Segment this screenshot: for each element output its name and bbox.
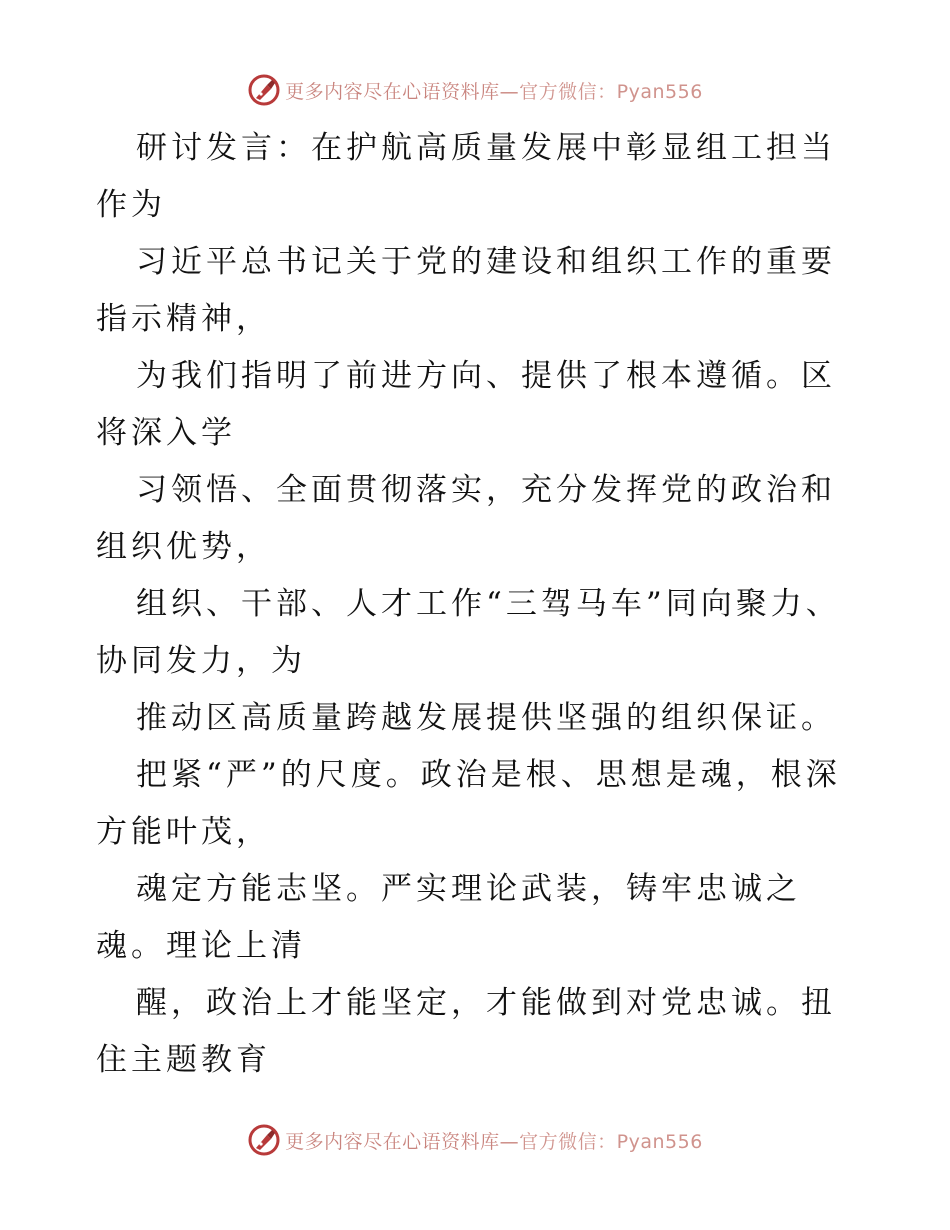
- footer-banner: [0, 1120, 950, 1160]
- paragraph: 魂定方能志坚。严实理论武装，铸牢忠诚之魂。理论上清: [96, 871, 801, 964]
- paragraph: 为我们指明了前进方向、提供了根本遵循。区将深入学: [96, 358, 836, 451]
- paragraph: 把紧“严”的尺度。政治是根、思想是魂，根深方能叶茂，: [96, 757, 841, 850]
- paragraph: 醒，政治上才能坚定，才能做到对党忠诚。扭住主题教育: [96, 985, 836, 1078]
- paragraph-title: 研讨发言：在护航高质量发展中彰显组工担当作为: [96, 130, 836, 223]
- red-pen-nib-logo-icon: [247, 73, 281, 107]
- document-body: [96, 120, 856, 1089]
- paragraph: 推动区高质量跨越发展提供坚强的组织保证。: [136, 700, 836, 736]
- header-banner-contact: 官方微信：Pyan556: [519, 80, 703, 103]
- paragraph: 习领悟、全面贯彻落实，充分发挥党的政治和组织优势，: [96, 472, 836, 565]
- header-banner: [0, 70, 950, 110]
- paragraph: 习近平总书记关于党的建设和组织工作的重要指示精神，: [96, 244, 836, 337]
- red-pen-nib-logo-icon: [247, 1123, 281, 1157]
- paragraph: 组织、干部、人才工作“三驾马车”同向聚力、协同发力，为: [96, 586, 841, 679]
- header-banner-text: 更多内容尽在心语资料库—官方微信：Pyan556: [285, 80, 703, 103]
- footer-banner-text: 更多内容尽在心语资料库—官方微信：Pyan556: [285, 1130, 703, 1153]
- footer-banner-contact: 官方微信：Pyan556: [519, 1130, 703, 1153]
